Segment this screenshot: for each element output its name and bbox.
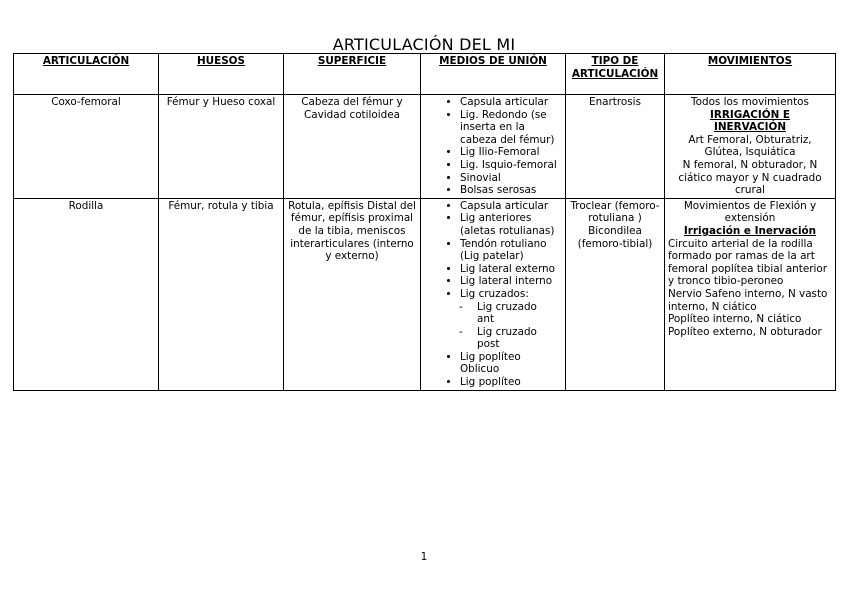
list-item: • Lig cruzados: [460,288,562,301]
list-item: • Capsula articular [460,96,562,109]
movimientos-intro: Movimientos de Flexión y extensión [683,199,817,225]
list-item: • Sinovial [460,172,562,185]
list-item: • Lig poplíteo [460,376,562,389]
list-item: • Lig. Isquio-femoral [460,159,562,172]
document-title: ARTICULACIÓN DEL MI [332,35,516,54]
list-item: • Lig poplíteo Oblicuo [460,351,562,376]
cell-medios [421,95,566,199]
header-tipo: TIPO DE ARTICULACIÓN [566,54,665,95]
list-item: • Capsula articular [460,200,562,213]
movimientos-intro: Todos los movimientos [691,96,809,108]
list-item: - Lig cruzado ant [477,301,544,326]
list-item: • Lig anteriores (aletas rotulianas) [460,212,562,237]
page-number: 1 [420,551,428,563]
cruzados-sublist [424,301,562,351]
cell-movimientos [665,95,836,199]
header-superficie: SUPERFICIE [284,54,421,95]
header-movimientos: MOVIMIENTOS [665,54,836,95]
cell-movimientos [665,198,836,390]
cell-huesos: Fémur, rotula y tibia [159,198,284,390]
movimientos-detail: Art Femoral, Obturatriz, Glútea, Isquiática N femoral, N obturador, N ciático mayor y N cuadrado crural [678,133,822,197]
list-item: • Lig. Redondo (se inserta en la cabeza del fémur) [460,109,562,147]
cell-tipo: Troclear (femoro-rotuliana ) Bicondilea (femoro-tibial) [566,198,665,390]
header-huesos: HUESOS [159,54,284,95]
list-item: - Lig cruzado post [477,326,544,351]
table-row [14,95,836,199]
header-medios: MEDIOS DE UNIÓN [421,54,566,95]
list-item: • Lig lateral externo [460,263,562,276]
medios-list [424,96,562,197]
cell-articulacion: Coxo-femoral [14,95,159,199]
medios-list [424,200,562,301]
list-item: • Lig lateral interno [460,275,562,288]
movimientos-subtitle: Irrigación e Inervación [683,224,817,237]
cell-articulacion: Rodilla [14,198,159,390]
list-item: • Bolsas serosas [460,184,562,197]
list-item: • Lig Ilio-Femoral [460,146,562,159]
cell-superficie: Cabeza del fémur y Cavidad cotiloidea [284,95,421,199]
articulation-table [13,53,836,391]
table-header-row [14,54,836,95]
cell-huesos: Fémur y Hueso coxal [159,95,284,199]
table-row [14,198,836,390]
cell-tipo: Enartrosis [566,95,665,199]
cell-superficie: Rotula, epífisis Distal del fémur, epífisis proximal de la tibia, meniscos interarticulares (interno y externo) [284,198,421,390]
movimientos-subtitle: IRRIGACIÓN E INERVACIÓN [709,108,791,134]
medios-list-continued [424,351,562,389]
header-articulacion: ARTICULACIÓN [14,54,159,95]
list-item: • Tendón rotuliano (Lig patelar) [460,238,562,263]
cell-medios [421,198,566,390]
movimientos-detail: Circuito arterial de la rodilla formado por ramas de la art femoral poplítea tibial anterior y tronco tibio-peroneo Nervio Safeno interno, N vasto interno, N ciático Poplíteo interno, N ciático Poplíteo externo, N obturador [668,237,828,338]
